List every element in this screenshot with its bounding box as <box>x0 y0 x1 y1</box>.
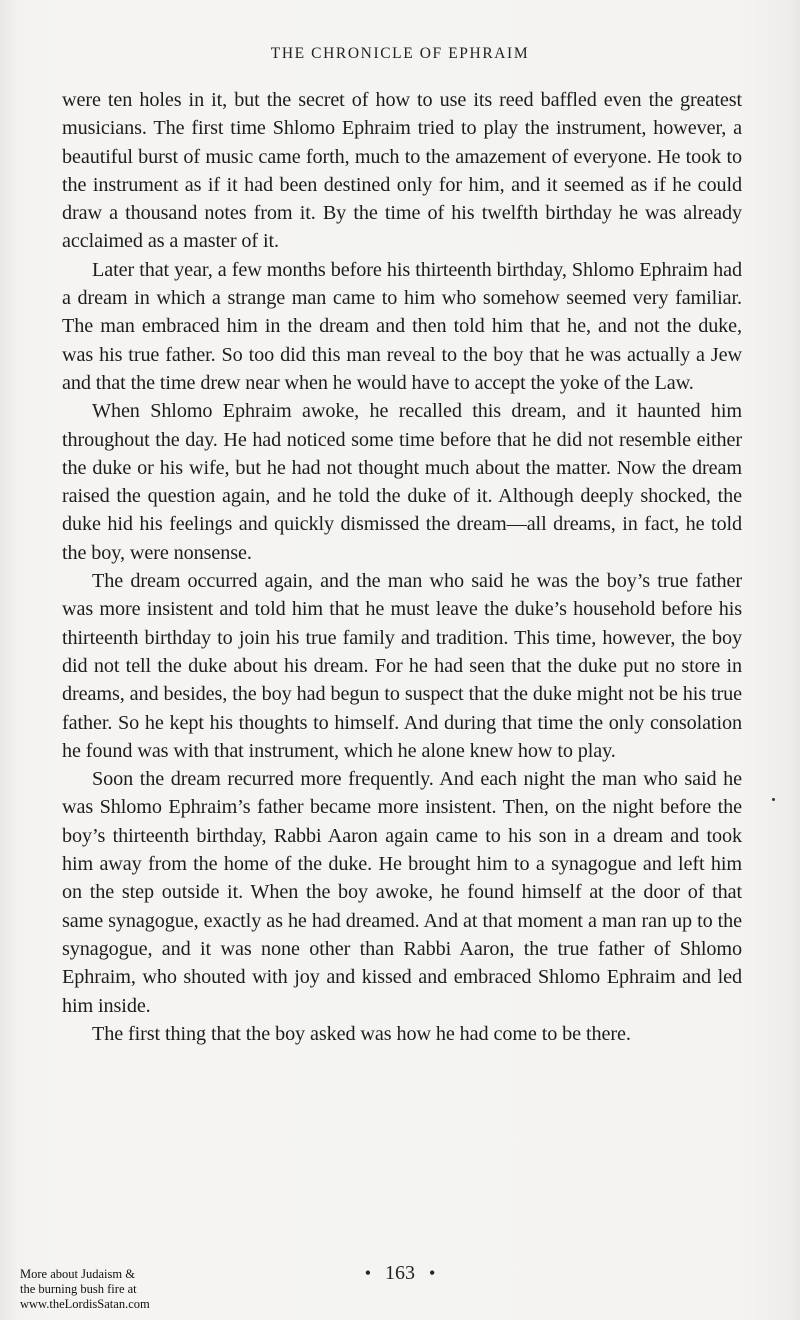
page-number-value: 163 <box>385 1262 415 1284</box>
folio-dot-left: • <box>364 1263 371 1283</box>
website-note <box>20 1267 200 1312</box>
website-note-line-1: More about Judaism & <box>20 1267 135 1281</box>
paragraph-2: Later that year, a few months before his thirteenth birthday, Shlomo Ephraim had a dream in which a strange man came to him who somehow seemed very familiar. The man embraced him in the dream and then told him that he, and not the duke, was his true father. So too did this man reveal to the boy that he was actually a Jew and that the time drew near when he would have to accept the yoke of the Law. <box>62 258 742 394</box>
stray-mark <box>772 798 775 801</box>
paragraph-6: The first thing that the boy asked was how he had come to be there. <box>92 1022 631 1045</box>
paragraph-4: The dream occurred again, and the man who said he was the boy’s true father was more insistent and told him that he must leave the duke’s household before his thirteenth birthday to join his true family and tradition. This time, however, the boy did not tell the duke about his dream. For he had seen that the duke put no store in dreams, and besides, the boy had begun to suspect that the duke might not be his true father. So he kept his thoughts to himself. And during that time the only consolation he found was with that instrument, which he alone knew how to play. <box>62 570 742 762</box>
website-note-url: www.theLordisSatan.com <box>20 1297 150 1311</box>
body-text <box>62 86 742 1048</box>
paragraph-5: Soon the dream recurred more frequently. And each night the man who said he was Shlomo Ephraim’s father became more insistent. Then, on the night before the boy’s thirteenth birthday, Rabbi Aaron again came to his son in a dream and took him away from the home of the duke. He brought him to a synagogue and left him on the step outside it. When the boy awoke, he found himself at the door of that same synagogue, exactly as he had dreamed. And at that moment a man ran up to the synagogue, and it was none other than Rabbi Aaron, the true father of Shlomo Ephraim, who shouted with joy and kissed and embraced Shlomo Ephraim and led him inside. <box>62 768 742 1017</box>
folio-dot-right: • <box>429 1263 436 1283</box>
paragraph-3: When Shlomo Ephraim awoke, he recalled this dream, and it haunted him throughout the day. He had noticed some time before that he did not resemble either the duke or his wife, but he had not thought much about the matter. Now the dream raised the question again, and he told the duke of it. Although deeply shocked, the duke hid his feelings and quickly dismissed the dream—all dreams, in fact, he told the boy, were nonsense. <box>62 400 742 564</box>
running-head: THE CHRONICLE OF EPHRAIM <box>270 45 530 62</box>
paragraph-1: were ten holes in it, but the secret of how to use its reed baffled even the greatest musicians. The first time Shlomo Ephraim tried to play the instrument, however, a beautiful burst of music came forth, much to the amazement of everyone. He took to the instrument as if it had been destined only for him, and it seemed as if he could draw a thousand notes from it. By the time of his twelfth birthday he was already acclaimed as a master of it. <box>62 89 742 253</box>
website-note-line-2: the burning bush fire at <box>20 1282 137 1296</box>
